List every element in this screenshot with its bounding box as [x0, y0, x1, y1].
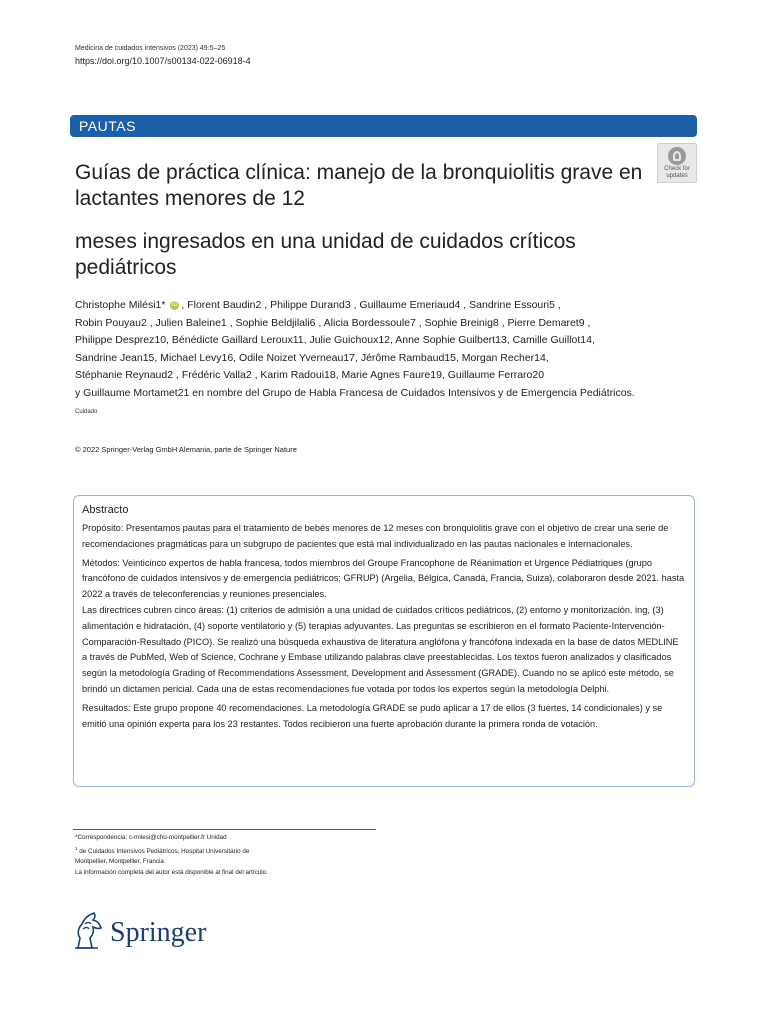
- author-list: [75, 297, 695, 402]
- footnote-divider: [73, 829, 376, 830]
- abstract-results: Resultados: Este grupo propone 40 recomendaciones. La metodología GRADE se pudo aplicar a 17 de ellos (3 fuertes, 14 condicionales) y se emitió una opinión experta para los 23 restantes. Todos recibieron una fuerte aprobación durante la primera ronda de votación.: [82, 702, 663, 729]
- affiliation-tag: Cuidado: [75, 409, 98, 415]
- doi-link[interactable]: https://doi.org/10.1007/s00134-022-06918-4: [75, 56, 251, 66]
- copyright-notice: © 2022 Springer-Verlag GmbH Alemania, parte de Springer Nature: [75, 445, 297, 454]
- abstract-box: [73, 495, 695, 787]
- abstract-purpose: Propósito: Presentamos pautas para el tratamiento de bebés menores de 12 meses con bronquiolitis grave con el objetivo de crear una serie de recomendaciones pragmáticas para un subgrupo de pacientes que está mal individualizado en las pautas nacionales e internacionales.: [82, 523, 669, 549]
- article-type-banner: [70, 115, 697, 137]
- author-info-note: La información completa del autor está disponible al final del artículo.: [75, 868, 268, 876]
- author-line: y Guillaume Mortamet21 en nombre del Grupo de Habla Francesa de Cuidados Intensivos y de Emergencia Pediátricos.: [75, 386, 635, 399]
- article-type-label: PAUTAS: [79, 118, 136, 134]
- article-title-part-2: meses ingresados en una unidad de cuidados críticos pediátricos: [75, 230, 576, 279]
- author-line-text: , Florent Baudin2 , Philippe Durand3 , Guillaume Emeriaud4 , Sandrine Essouri5 ,: [181, 299, 561, 311]
- abstract-body: [82, 521, 686, 735]
- affiliation-note-cont: Montpellier, Montpellier, Francia: [75, 858, 164, 866]
- abstract-heading: Abstracto: [82, 504, 129, 516]
- correspondence-note: *Correspondencia: c-milesi@chu-montpellier.fr Unidad: [75, 834, 227, 841]
- footnotes: [75, 833, 375, 878]
- author-line: Robin Pouyau2 , Julien Baleine1 , Sophie Beldjilali6 , Alicia Bordessoule7 , Sophie Breinig8 , Pierre Demaret9 ,: [75, 316, 591, 329]
- author-line: Philippe Desprez10, Bénédicte Gaillard Leroux11, Julie Guichoux12, Anne Sophie Guilbert13, Camille Guillot14,: [75, 334, 595, 346]
- journal-citation: Medicina de cuidados intensivos (2023) 49:5–25: [75, 45, 226, 52]
- springer-horse-icon: [72, 910, 105, 950]
- abstract-methods: Métodos: Veinticinco expertos de habla francesa, todos miembros del Groupe Francophone de Réanimation et Urgence Pédiatriques (grupo francófono de cuidados intensivos y de emergencia pediátricos; GFRUP) (Argelia, Bélgica, Canadá, Francia, Suiza), colaboraron desde 2021. hasta 2022 a través de teleconferencias y reuniones presenciales.: [82, 557, 685, 600]
- orcid-icon[interactable]: iD: [172, 301, 178, 308]
- article-title-part-1: Guías de práctica clínica: manejo de la bronquiolitis grave en lactantes menores de 12: [75, 161, 643, 210]
- affiliation-note: $^1$ de Cuidados Intensivos Pediátricos, Hospital Universitario de: [75, 845, 250, 855]
- bookmark-icon: [668, 147, 686, 165]
- springer-logo: [72, 910, 222, 952]
- author-line: Stéphanie Reynaud2 , Frédéric Valla2 , Karim Radoui18, Marie Agnes Faure19, Guillaume Ferraro20: [75, 369, 545, 381]
- springer-wordmark: Springer: [110, 917, 207, 948]
- check-for-updates-label: Check for updates: [664, 166, 690, 179]
- corresponding-author: Christophe Milési1*: [75, 299, 166, 311]
- abstract-methods-continued: Las directrices cubren cinco áreas: (1) criterios de admisión a una unidad de cuidados críticos pediátricos, (2) entorno y monitorización. ing, (3) alimentación e hidratación, (4) soporte ventilatorio y (5) terapias adyuvantes. Las preguntas se escribieron en el formato Paciente-Intervención-Comparación-Resultado (PICO). Se realizó una búsqueda exhaustiva de literatura anglófona y francófona indexada en la base de datos MEDLINE a través de PubMed, Web of Science, Cochrane y Embase utilizando palabras clave preestablecidas. Los textos fueron analizados y clasificados según la metodología Grading of Recommendations Assessment, Development and Assessment (GRADE). Cuando no se aplicó este método, se brindó un dictamen pericial. Cada una de estas recomendaciones fue votada por todos los expertos según la metodología Delphi.: [82, 604, 679, 694]
- author-line: [75, 297, 695, 315]
- author-line: Sandrine Jean15, Michael Levy16, Odile Noizet Yverneau17, Jérôme Rambaud15, Morgan Recher14,: [75, 351, 549, 364]
- check-for-updates-button[interactable]: [657, 143, 697, 183]
- affiliation-marker: 1: [75, 845, 78, 851]
